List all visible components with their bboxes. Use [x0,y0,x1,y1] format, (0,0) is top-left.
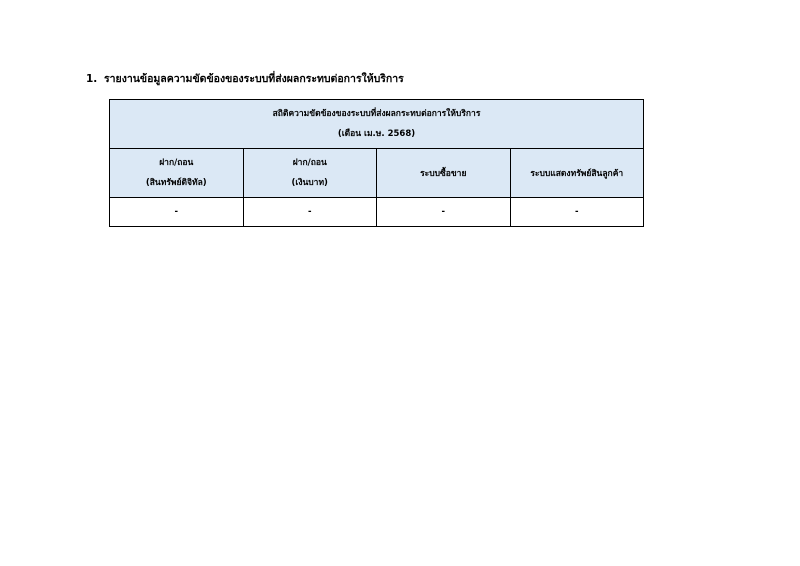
column-header-line1: ระบบซื้อขาย [420,169,467,179]
table-title-cell [110,100,644,149]
table-title: สถิติความขัดข้องของระบบที่ส่งผลกระทบต่อการให้บริการ [272,109,481,119]
section-heading [86,70,404,87]
outage-stats-table [109,99,644,227]
table-cell: - [243,198,377,227]
column-header-line1: ระบบแสดงทรัพย์สินลูกค้า [530,169,624,179]
column-header-customer-assets-system [510,149,644,198]
section-title: รายงานข้อมูลความขัดข้องของระบบที่ส่งผลกระทบต่อการให้บริการ [104,73,404,85]
column-header-crypto-deposit-withdraw [110,149,244,198]
column-header-trading-system [377,149,511,198]
table-subtitle: (เดือน เม.ษ. 2568) [337,129,416,139]
column-header-line2: (เงินบาท) [291,178,328,188]
table-title-row [110,100,644,149]
column-header-line2: (สินทรัพย์ดิจิทัล) [145,178,207,188]
section-number: 1. [86,73,98,85]
column-header-line1: ฝาก/ถอน [159,158,194,168]
column-header-line1: ฝาก/ถอน [292,158,327,168]
table-cell: - [110,198,244,227]
table-cell: - [510,198,644,227]
table-cell: - [377,198,511,227]
column-header-baht-deposit-withdraw [243,149,377,198]
table-row [110,198,644,227]
table-header-row [110,149,644,198]
